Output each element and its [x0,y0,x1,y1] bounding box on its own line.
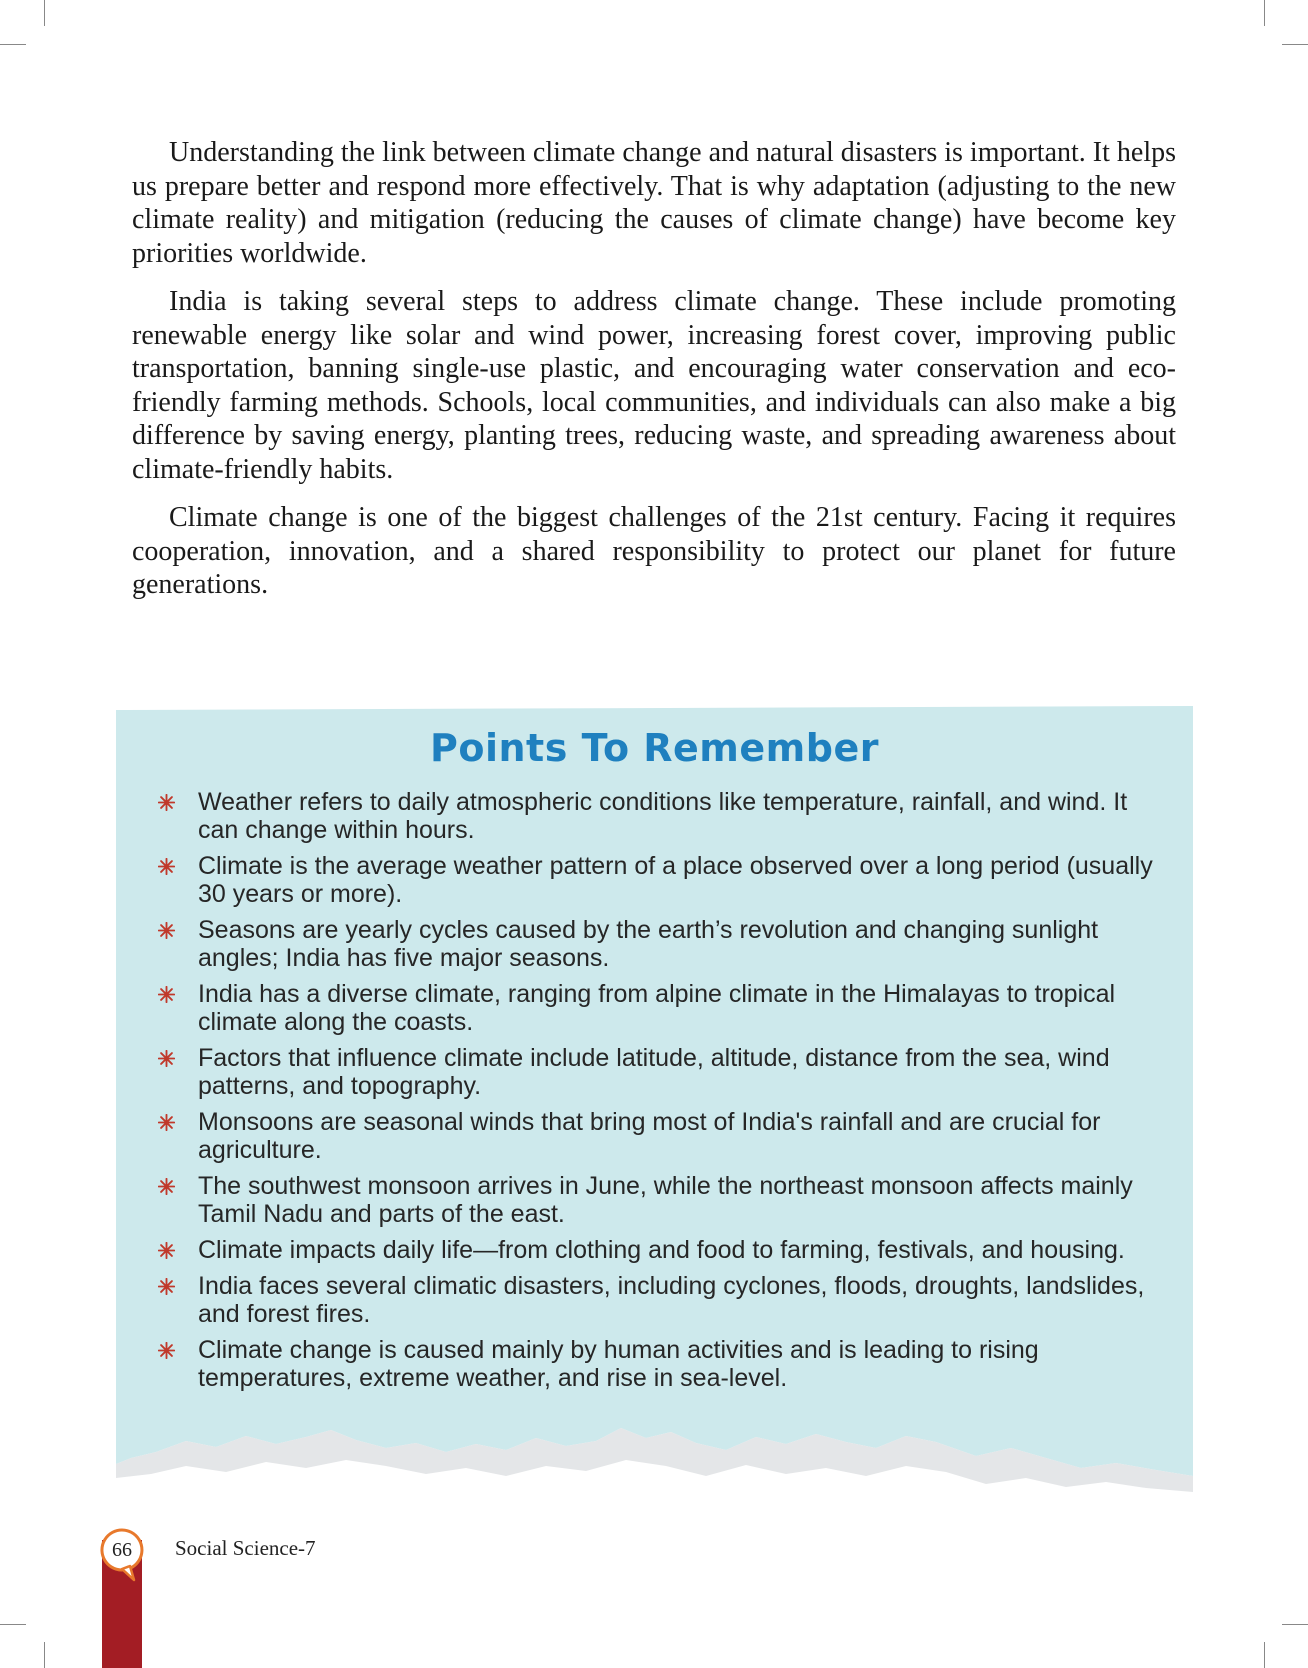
list-item [144,1172,1154,1228]
crop-mark [1264,0,1265,26]
list-item [144,1236,1154,1264]
point-text: Climate is the average weather pattern of a place observed over a long period (usually 30 years or more). [198,852,1153,908]
asterisk-bullet-icon [158,794,175,811]
crop-mark [0,1624,26,1625]
asterisk-bullet-icon [158,1050,175,1067]
points-to-remember-box [116,706,1193,1496]
list-item [144,1336,1154,1392]
point-text: Seasons are yearly cycles caused by the earth’s revolution and changing sunlight angles; India has five major seasons. [198,916,1099,972]
list-item [144,1108,1154,1164]
crop-mark [44,1642,45,1668]
point-text: Weather refers to daily atmospheric conditions like temperature, rainfall, and wind. It can change within hours. [198,788,1128,844]
body-text [132,136,1176,617]
paragraph: Understanding the link between climate change and natural disasters is important. It helps us prepare better and respond more effectively. That is why adaptation (adjusting to the new climate reality) and mitigation (reducing the causes of climate change) have become key priorities worldwide. [132,137,1176,269]
book-title: Social Science-7 [175,1536,316,1560]
crop-mark [1282,1624,1308,1625]
crop-mark [1264,1642,1265,1668]
point-text: Monsoons are seasonal winds that bring most of India's rainfall and are crucial for agriculture. [198,1108,1101,1164]
point-text: Factors that influence climate include latitude, altitude, distance from the sea, wind patterns, and topography. [198,1044,1110,1100]
point-text: Climate change is caused mainly by human activities and is leading to rising temperatures, extreme weather, and rise in sea-level. [198,1336,1039,1392]
point-text: Climate impacts daily life—from clothing and food to farming, festivals, and housing. [198,1236,1125,1264]
box-title: Points To Remember [430,726,879,770]
paragraph: Climate change is one of the biggest challenges of the 21st century. Facing it requires cooperation, innovation, and a shared responsibility to protect our planet for future generations. [132,502,1176,600]
list-item [144,916,1154,972]
crop-mark [1282,44,1308,45]
asterisk-bullet-icon [158,922,175,939]
list-item [144,980,1154,1036]
asterisk-bullet-icon [158,858,175,875]
paragraph: India is taking several steps to address climate change. These include promoting renewable energy like solar and wind power, increasing forest cover, improving public transportation, banning single-use plastic, and encouraging water conservation and eco-friendly farming methods. Schools, local communities, and individuals can also make a big difference by saving energy, planting trees, reducing waste, and spreading awareness about climate-friendly habits. [132,286,1176,485]
list-item [144,788,1154,844]
asterisk-bullet-icon [158,1114,175,1131]
asterisk-bullet-icon [158,1278,175,1295]
point-text: The southwest monsoon arrives in June, while the northeast monsoon affects mainly Tamil Nadu and parts of the east. [198,1172,1133,1228]
asterisk-bullet-icon [158,1242,175,1259]
asterisk-bullet-icon [158,1178,175,1195]
list-item [144,1044,1154,1100]
points-list [144,788,1154,1400]
page-number: 66 [112,1539,132,1561]
asterisk-bullet-icon [158,986,175,1003]
asterisk-bullet-icon [158,1342,175,1359]
point-text: India faces several climatic disasters, including cyclones, floods, droughts, landslides, and forest fires. [198,1272,1145,1328]
list-item [144,852,1154,908]
crop-mark [44,0,45,26]
crop-mark [0,44,26,45]
point-text: India has a diverse climate, ranging from alpine climate in the Himalayas to tropical climate along the coasts. [198,980,1116,1036]
list-item [144,1272,1154,1328]
